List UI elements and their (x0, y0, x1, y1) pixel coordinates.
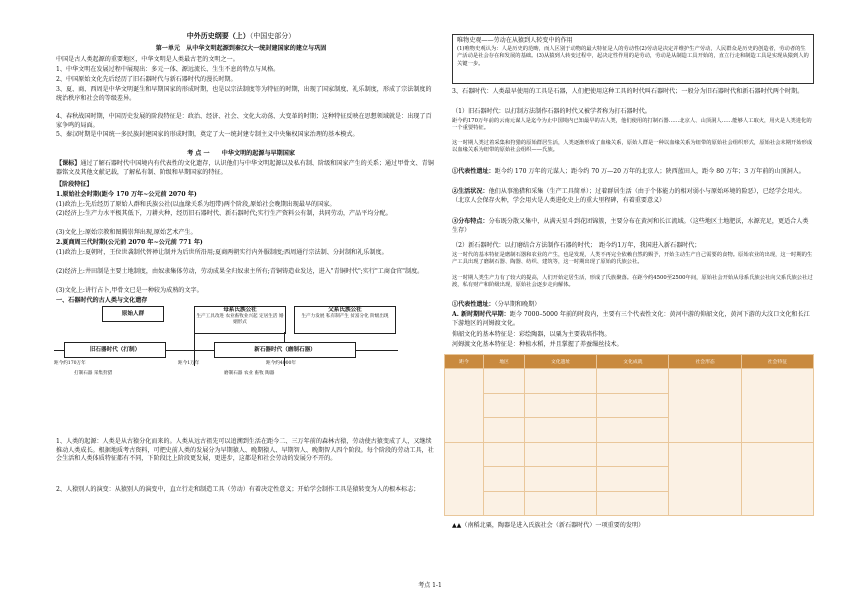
table-header-site: 文化遗址 (525, 355, 597, 369)
period-2-line-3: (3)文化上:讲行占卜,甲骨文已是一种较为成熟的文字。 (56, 287, 203, 294)
diagram-year-mid-1: 距今1万年 (178, 361, 200, 366)
paleo-life-text: 他们从事渔猎和采集（生产工具简单）；过着群居生活（由于个体能力的相对弱小与原始环境的险恶），已经学会用火。（北京人会保存火种，学会用火是人类进化史上的重大里程碑，有着重要意义） (452, 188, 806, 204)
intro-text: 中国是古人类起源的重要地区，中华文明是人类最古老的文明之一。 (56, 56, 239, 63)
diagram-paleolithic: 旧石器时代（打制） (64, 342, 166, 358)
neolithic-bullet-1: 这一时代的基本特征是磨制石器和农业的产生，也是发现，人类不再完全依赖自然的赐予，开始主动生产自己需要的食物。原始农业的出现，这一时期的生产工具出现了磨制石器、陶器、纺织、建筑等，这一时期出现了原始的氏族公社。 (452, 252, 813, 266)
paleo-life-label: ②生活状况： (452, 188, 489, 195)
point-1: 1、中华文明在发展过程中展现出：多元一体、源远流长、生生不息的特点与风格。 (56, 66, 280, 73)
section-1-title: 一、石器时代的古人类与文化遗存 (56, 297, 148, 304)
curriculum-label: 【课标】 (56, 160, 81, 167)
curriculum-standard (56, 160, 434, 177)
diagram-year-mid-2: 距今约4000年 (266, 361, 297, 366)
table-header-region: 地区 (484, 355, 525, 369)
paleo-distribution-label: ③分布特点： (452, 218, 489, 225)
paleo-sites-text: 距今约 170 万年的元谋人；距今约 70 万—20 万年的北京人；陕西蓝田人，距今 80 万年；3 万年前的山顶洞人。 (494, 168, 805, 175)
title-main: 中外历史纲要（上） (186, 31, 250, 40)
diagram-primitive-group: 原始人群 (102, 306, 164, 322)
point-2: 2、中国原始文化先后经历了旧石器时代与新石器时代的漫长时期。 (56, 76, 237, 83)
table-header-achievement: 文化成就 (597, 355, 669, 369)
period-1-line-1: (1)政治上:先后经历了原始人群和氏族公社(以血缘关系为纽带)两个阶段,原始社会晚期出现最早的国家。 (56, 201, 336, 208)
table-header-feature: 社会特征 (741, 355, 813, 369)
materialism-box-title: 唯物史观——劳动在从猿到人转变中的作用 (457, 37, 573, 44)
neolithic-title: （2）新石器时代：以打磨结合方法制作石器的时代； 距今约1万年，我国进入新石器时代； (452, 242, 701, 249)
diagram-neo-sub: 磨制石器 农业 畜牧 陶器 (224, 371, 275, 376)
diagram-neolithic: 新石器时代（磨制石器） (214, 342, 356, 358)
table-row (445, 442, 814, 467)
diagram-patrilineal-box (294, 306, 396, 334)
hemudu-feature: 河姆渡文化基本特征是：种植水稻，并且掌握了养蚕缫丝技术。 (452, 341, 623, 348)
diagram-matrilineal-box (194, 306, 286, 334)
period-1-line-2: (2)经济上:生产力水平极其低下，刀耕火种，经历旧石器时代、新石器时代;实行生产资料公有制，共同劳动，产品平均分配。 (56, 210, 392, 217)
table-header-row (445, 355, 814, 369)
curriculum-text: 通过了解石器时代中国境内有代表性的文化遗存，认识他们与中华文明起源以及私有制、阶级和国家产生的关系；通过甲骨文、青铜器铭文及其他文献记载，了解私有制、阶级和早期国家的特征。 (56, 160, 434, 176)
paleolithic-title: （1）旧石器时代：以打制方法制作石器的时代又被学者称为打石器时代。 (452, 108, 651, 115)
diagram-paleo-sub: 打制石器 采集狩猎 (74, 371, 113, 376)
paleo-life (452, 188, 814, 205)
table-header-period: 距今 (445, 355, 484, 369)
stage-label: 【阶段特征】 (56, 181, 93, 188)
page-footer: 考点 1-1 (418, 582, 442, 589)
human-origin-para: 1、人类的起源：人类是从古猿分化而来的。人类从远古祖先可以追溯到生活在距今二、三万年前的森林古猿，劳动使古猿变成了人，又继续推动人类成长。根据地质考古资料，可把史前人类的发展分为早期猿人、晚期猿人、早期智人、晚期智人四个阶段。每个阶段的劳动工具，社会生活和人类体质特征都有不同，下阶段比上阶段更发展，更进步，这都是和社会劳动的发展分不开的。 (56, 438, 434, 463)
paleo-distribution (452, 218, 814, 235)
diagram-patrilineal-sub: 生产力发展 私有制产生 贫富分化 阶级出现 (301, 314, 389, 319)
diagram-patrilineal-label: 父系氏族公社 (328, 307, 362, 313)
period-2-title: 2.夏商周三代时期(公元前 2070 年~公元前 771 年) (56, 239, 203, 246)
neolithic-bullet-2: 这一时期人类生产力有了较大的提高，人们开始定居生活，形成了氏族聚落。在距今约4500至2500年间，原始社会开始从母系氏族公社向父系氏族公社过渡，私有财产和阶级出现，原始社会逐步走向解体。 (452, 275, 813, 289)
paleolithic-bullet-2: 这一时期人类过着采集和狩猎的原始群居生活，人类逐渐形成了血缘关系，原始人群是一种以血缘关系为纽带的原始社会组织形式，原始社会末期开始形成以血缘关系为纽带的原始社会组织——氏族。 (452, 140, 813, 154)
point-4: 4、春秋战国时期，中国历史发展的阶段特征是：政治、经济、社会、文化大动荡、大变革的时期；这种特征反映在思想领域就是：出现了百家争鸣的局面。 (56, 113, 432, 129)
table-header-form: 社会形态 (669, 355, 741, 369)
neo-early-text: 距今 7000–5000 年前的时段内，主要有三个代表性文化：黄河中游的仰韶文化，黄河下游的大汶口文化和长江下游地区的河姆渡文化。 (452, 311, 810, 327)
period-1-title: 1.原始社会时期(距今 170 万年~公元前 2070 年) (56, 191, 197, 198)
table-caption: ▲▲（南稻北粟，陶器是进入氏族社会（新石器时代）一项重要的发明） (452, 522, 645, 529)
diagram-matrilineal-sub: 生产工具改进 农业畜牧业兴起 定居生活 婚姻形式 (196, 314, 284, 325)
neo-early (452, 311, 814, 328)
kaodian-title: 考 点 一 中华文明的起源与早期国家 (187, 150, 295, 157)
yangshao-feature: 仰韶文化的基本特征是：彩绘陶器，以粟为主要栽培作物。 (452, 331, 611, 338)
neo-early-label: A. 新时期时代早期： (452, 311, 510, 318)
ape-to-human-para: 2、人猿别人的演变：从猿别人的演变中，直立行走和制造工具（劳动）有着决定性意义；开始学会制作工具是猿转变为人的根本标志； (56, 486, 420, 493)
paleo-sites-label: ①代表性遗址： (452, 168, 495, 175)
stone-age-timeline-diagram (54, 306, 430, 402)
neo-sites-label: ①代表性遗址： (452, 301, 495, 308)
period-2-line-2: (2)经济上:井田制是主要土地制度，由奴隶集体劳动，劳动成果全归奴隶主所有;青铜铸造业发达，进入"青铜时代";实行"工商食官"制度。 (56, 268, 424, 275)
point-5: 5、秦汉时期是中国统一多民族封建国家的形成时期，奠定了大一统封建专制主义中央集权国家治理的基本模式。 (56, 131, 359, 138)
period-2-line-1: (1)政治上:夏朝时，王位世袭制代替禅让制并为后世所沿用;夏商两朝实行内外服制度;西周通行宗法制、分封制和礼乐制度。 (56, 249, 388, 256)
diagram-matrilineal-label: 母系氏族公社 (223, 307, 257, 313)
paleo-distribution-text: 分布既分散又集中，从满天星斗到花团锦簇，主要分布在黄河和长江流域。（这些地区土地肥沃，水源充足，更适合人类生存） (452, 218, 809, 234)
table-row (445, 369, 814, 394)
document-title (48, 32, 434, 41)
stone-age-para: 3、石器时代：人类最早使用的工具是石器，人们把使用这种工具的时代叫石器时代；一般分为旧石器时代和新石器时代两个时期。 (452, 88, 804, 95)
unit-title: 第一单元 从中华文明起源到秦汉大一统封建国家的建立与巩固 (155, 45, 327, 52)
neo-sites (452, 301, 814, 310)
neo-sites-text: （分早期和晚期） (494, 301, 541, 308)
neolithic-culture-table (444, 354, 814, 516)
paleo-sites (452, 168, 814, 177)
left-column (48, 0, 434, 580)
materialism-box (452, 34, 814, 84)
title-note: （中国史部分） (249, 32, 296, 40)
point-3: 3、夏、商、西周是中华文明诞生和早期国家的形成时期，也是以宗法制度等为特征的时期，出现了国家制度、礼乐制度，形成了宗法制度的统治秩序和社会的等级差异。 (56, 86, 432, 102)
diagram-year-left: 距今约170万年 (54, 361, 86, 366)
paleolithic-bullet-1: 距今约170万年前的云南元谋人是迄今为止中国境内已知最早的古人类，他们使用的打制石器……北京人、山顶洞人……能够人工取火，用火是人类进化的一个重要特征。 (452, 118, 812, 132)
materialism-box-text: (1)唯物史观认为：人是历史的范畴，而人区别于动物的最大特征是人的劳动性(2)劳动是决定并维护生产劳动，人民群众是历史的创造者，劳动者的生产活动是社会存在和发展的基础。(3)从猿到人转变过程中，起决定性作用的是劳动，劳动是从制造工具开始的，直立行走和制造工具是实现从猿到人的关键一步。 (457, 46, 809, 67)
period-1-line-3: (3)文化上:原始宗教和图腾崇拜出现,原始艺术产生。 (56, 229, 197, 236)
